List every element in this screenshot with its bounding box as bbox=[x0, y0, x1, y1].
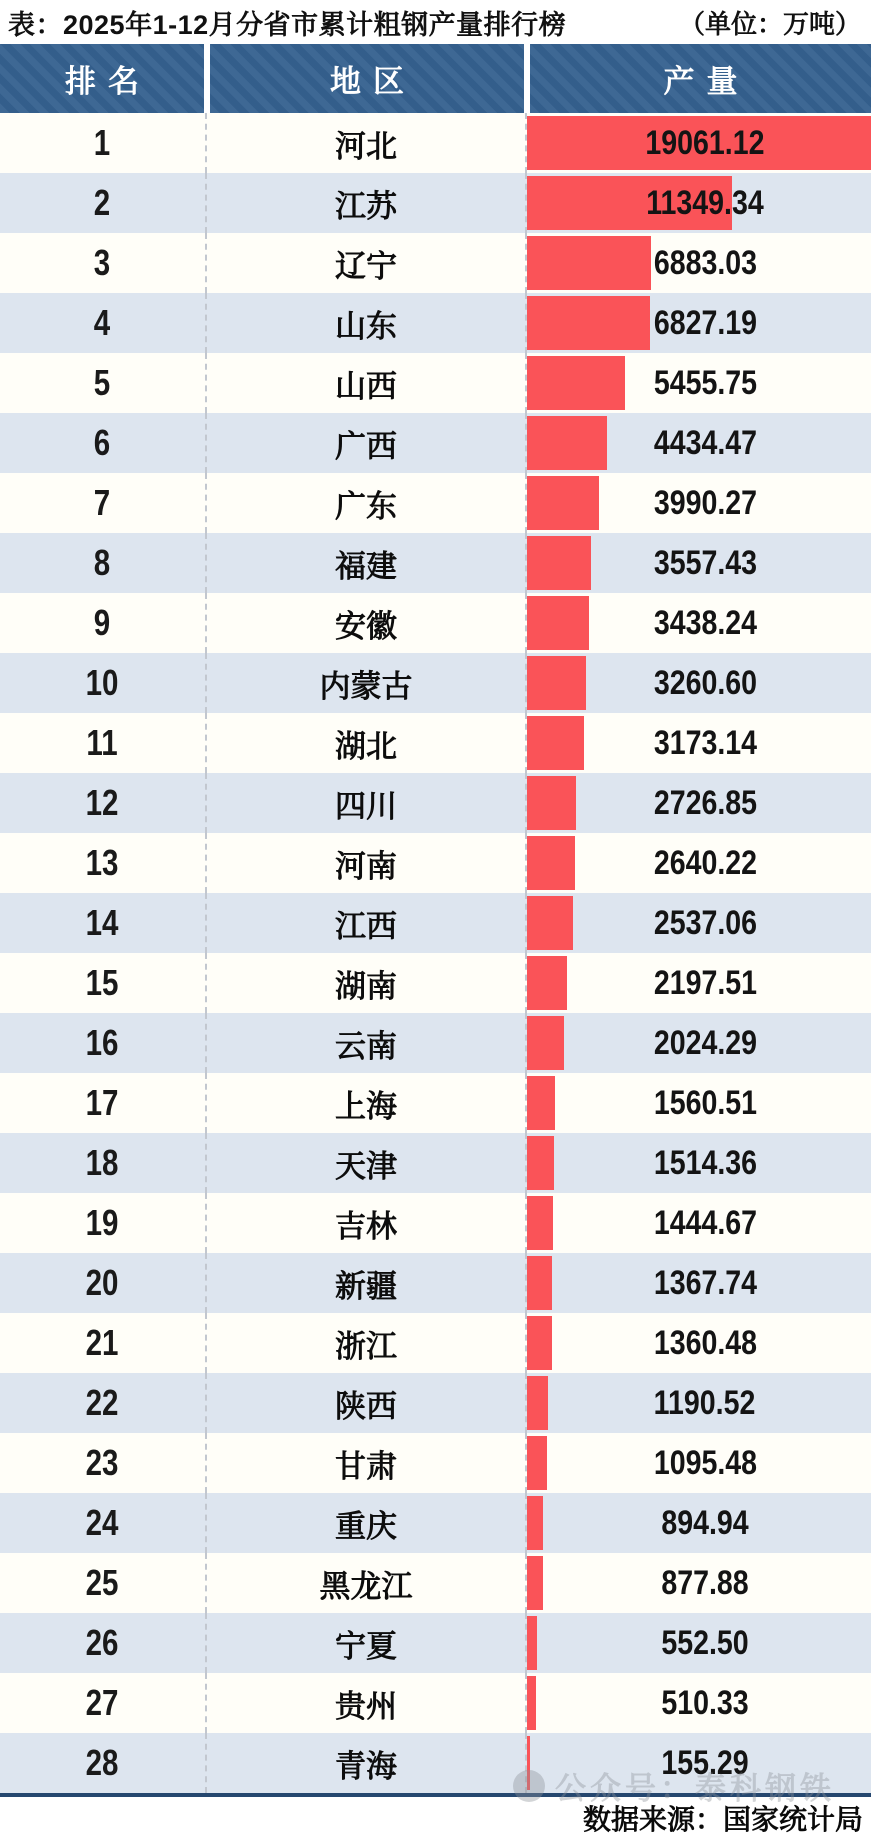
table-row bbox=[0, 1733, 871, 1793]
value-text: 552.50 bbox=[661, 1623, 749, 1662]
rank-cell bbox=[0, 1253, 207, 1313]
value-text: 510.33 bbox=[661, 1683, 749, 1722]
table-row bbox=[0, 1673, 871, 1733]
rank-cell bbox=[0, 953, 207, 1013]
region-name: 甘肃 bbox=[335, 1448, 397, 1484]
value-text: 2726.85 bbox=[653, 783, 757, 822]
region-name: 内蒙古 bbox=[319, 668, 413, 704]
value-cell bbox=[527, 533, 871, 593]
rank-cell bbox=[0, 1133, 207, 1193]
value-text: 19061.12 bbox=[645, 123, 765, 162]
value-cell bbox=[527, 1733, 871, 1793]
value-text: 6827.19 bbox=[653, 303, 757, 342]
region-name: 陕西 bbox=[335, 1388, 397, 1424]
region-cell bbox=[207, 413, 527, 473]
rank-value: 13 bbox=[86, 842, 119, 883]
value-cell bbox=[527, 113, 871, 173]
region-name: 湖北 bbox=[335, 728, 397, 764]
rank-cell bbox=[0, 1493, 207, 1553]
rank-value: 14 bbox=[86, 902, 119, 943]
region-name: 四川 bbox=[335, 788, 397, 824]
value-bar bbox=[527, 1196, 553, 1250]
region-cell bbox=[207, 1193, 527, 1253]
region-cell bbox=[207, 1433, 527, 1493]
value-text: 3173.14 bbox=[653, 723, 757, 762]
region-name: 河北 bbox=[335, 128, 397, 164]
value-cell bbox=[527, 173, 871, 233]
rank-value: 12 bbox=[86, 782, 119, 823]
rank-value: 27 bbox=[86, 1682, 119, 1723]
region-name: 辽宁 bbox=[335, 248, 397, 284]
watermark-text: 公众号：泰科钢铁 bbox=[555, 1771, 835, 1806]
table-row bbox=[0, 113, 871, 173]
region-name: 安徽 bbox=[335, 608, 397, 644]
region-cell bbox=[207, 1673, 527, 1733]
rank-cell bbox=[0, 1193, 207, 1253]
table-row bbox=[0, 1073, 871, 1133]
rank-cell bbox=[0, 1373, 207, 1433]
rank-value: 8 bbox=[94, 542, 111, 583]
rank-value: 15 bbox=[86, 962, 119, 1003]
region-cell bbox=[207, 473, 527, 533]
rank-value: 5 bbox=[94, 362, 111, 403]
title-bar bbox=[0, 0, 871, 44]
region-cell bbox=[207, 113, 527, 173]
value-cell bbox=[527, 1073, 871, 1133]
value-text: 4434.47 bbox=[653, 423, 757, 462]
value-bar bbox=[527, 1676, 536, 1730]
value-text: 5455.75 bbox=[653, 363, 757, 402]
table-row bbox=[0, 1193, 871, 1253]
value-cell bbox=[527, 353, 871, 413]
table-body bbox=[0, 113, 871, 1793]
rank-value: 17 bbox=[86, 1082, 119, 1123]
rank-cell bbox=[0, 593, 207, 653]
region-name: 山西 bbox=[335, 368, 397, 404]
value-cell bbox=[527, 413, 871, 473]
rank-value: 7 bbox=[94, 482, 111, 523]
rank-value: 25 bbox=[86, 1562, 119, 1603]
value-cell bbox=[527, 953, 871, 1013]
rank-value: 2 bbox=[94, 182, 111, 223]
table-row bbox=[0, 1253, 871, 1313]
region-cell bbox=[207, 593, 527, 653]
value-text: 3438.24 bbox=[653, 603, 757, 642]
rank-value: 23 bbox=[86, 1442, 119, 1483]
rank-cell bbox=[0, 833, 207, 893]
rank-value: 21 bbox=[86, 1322, 119, 1363]
rank-cell bbox=[0, 1733, 207, 1793]
table-row bbox=[0, 833, 871, 893]
table-row bbox=[0, 1133, 871, 1193]
value-text: 1360.48 bbox=[653, 1323, 757, 1362]
region-name: 山东 bbox=[335, 308, 397, 344]
region-cell bbox=[207, 1133, 527, 1193]
value-text: 11349.34 bbox=[646, 183, 764, 222]
value-text: 1444.67 bbox=[653, 1203, 757, 1242]
rank-cell bbox=[0, 413, 207, 473]
value-bar bbox=[527, 1616, 537, 1670]
value-bar bbox=[527, 1256, 552, 1310]
rank-cell bbox=[0, 893, 207, 953]
value-cell bbox=[527, 593, 871, 653]
value-cell bbox=[527, 1313, 871, 1373]
value-bar bbox=[527, 1556, 543, 1610]
table-row bbox=[0, 353, 871, 413]
table-row bbox=[0, 653, 871, 713]
value-text: 6883.03 bbox=[653, 243, 757, 282]
region-cell bbox=[207, 1013, 527, 1073]
value-text: 877.88 bbox=[661, 1563, 749, 1602]
rank-cell bbox=[0, 353, 207, 413]
rank-cell bbox=[0, 653, 207, 713]
region-cell bbox=[207, 1613, 527, 1673]
rank-cell bbox=[0, 1013, 207, 1073]
region-name: 江西 bbox=[335, 908, 397, 944]
rank-cell bbox=[0, 1433, 207, 1493]
value-cell bbox=[527, 1193, 871, 1253]
value-bar bbox=[527, 1496, 543, 1550]
table-row bbox=[0, 413, 871, 473]
value-text: 1514.36 bbox=[653, 1143, 757, 1182]
region-cell bbox=[207, 833, 527, 893]
region-cell bbox=[207, 1493, 527, 1553]
value-bar bbox=[527, 1316, 552, 1370]
value-text: 2024.29 bbox=[653, 1023, 757, 1062]
table-row bbox=[0, 173, 871, 233]
table-row bbox=[0, 893, 871, 953]
rank-cell bbox=[0, 1673, 207, 1733]
rank-cell bbox=[0, 533, 207, 593]
region-name: 河南 bbox=[335, 848, 397, 884]
value-text: 3990.27 bbox=[653, 483, 757, 522]
column-header-output: 产量 bbox=[530, 44, 871, 113]
table-row bbox=[0, 1013, 871, 1073]
region-cell bbox=[207, 773, 527, 833]
region-name: 宁夏 bbox=[335, 1628, 397, 1664]
value-cell bbox=[527, 653, 871, 713]
value-bar bbox=[527, 416, 607, 470]
rank-value: 4 bbox=[94, 302, 111, 343]
region-name: 黑龙江 bbox=[319, 1568, 413, 1604]
region-name: 浙江 bbox=[335, 1328, 397, 1364]
rank-cell bbox=[0, 233, 207, 293]
value-cell bbox=[527, 893, 871, 953]
rank-cell bbox=[0, 1073, 207, 1133]
value-cell bbox=[527, 1253, 871, 1313]
region-name: 广西 bbox=[335, 428, 397, 464]
value-text: 155.29 bbox=[661, 1743, 749, 1782]
region-cell bbox=[207, 533, 527, 593]
value-text: 1095.48 bbox=[653, 1443, 757, 1482]
region-name: 湖南 bbox=[335, 968, 397, 1004]
value-cell bbox=[527, 1433, 871, 1493]
rank-cell bbox=[0, 713, 207, 773]
value-text: 2640.22 bbox=[653, 843, 757, 882]
region-cell bbox=[207, 1253, 527, 1313]
region-name: 吉林 bbox=[335, 1208, 397, 1244]
region-cell bbox=[207, 893, 527, 953]
table-row bbox=[0, 533, 871, 593]
rank-cell bbox=[0, 1313, 207, 1373]
rank-value: 24 bbox=[86, 1502, 119, 1543]
table-row bbox=[0, 1613, 871, 1673]
rank-value: 9 bbox=[94, 602, 111, 643]
column-header-region: 地区 bbox=[210, 44, 524, 113]
rank-cell bbox=[0, 1553, 207, 1613]
rank-cell bbox=[0, 173, 207, 233]
region-cell bbox=[207, 953, 527, 1013]
region-name: 江苏 bbox=[335, 188, 397, 224]
region-name: 广东 bbox=[335, 488, 397, 524]
table-row bbox=[0, 1493, 871, 1553]
table-row bbox=[0, 1553, 871, 1613]
value-text: 1560.51 bbox=[653, 1083, 757, 1122]
region-name: 贵州 bbox=[335, 1688, 397, 1724]
rank-value: 20 bbox=[86, 1262, 119, 1303]
rank-value: 11 bbox=[86, 722, 119, 763]
value-bar bbox=[527, 476, 599, 530]
rank-cell bbox=[0, 773, 207, 833]
table-row bbox=[0, 293, 871, 353]
rank-value: 16 bbox=[86, 1022, 119, 1063]
rank-cell bbox=[0, 473, 207, 533]
rank-value: 10 bbox=[86, 662, 119, 703]
value-cell bbox=[527, 1493, 871, 1553]
value-cell bbox=[527, 473, 871, 533]
value-cell bbox=[527, 833, 871, 893]
table-header bbox=[0, 44, 871, 113]
rank-value: 1 bbox=[94, 122, 111, 163]
rank-value: 3 bbox=[94, 242, 111, 283]
region-cell bbox=[207, 713, 527, 773]
value-cell bbox=[527, 293, 871, 353]
value-text: 3260.60 bbox=[653, 663, 757, 702]
region-cell bbox=[207, 1373, 527, 1433]
value-cell bbox=[527, 713, 871, 773]
rank-cell bbox=[0, 113, 207, 173]
table-row bbox=[0, 473, 871, 533]
value-bar bbox=[527, 236, 651, 290]
value-text: 2197.51 bbox=[653, 963, 757, 1002]
footer bbox=[0, 1797, 871, 1839]
value-bar bbox=[527, 1136, 554, 1190]
region-cell bbox=[207, 1733, 527, 1793]
region-cell bbox=[207, 233, 527, 293]
table-row bbox=[0, 1433, 871, 1493]
region-name: 云南 bbox=[335, 1028, 397, 1064]
region-name: 天津 bbox=[335, 1148, 397, 1184]
rank-value: 19 bbox=[86, 1202, 119, 1243]
value-text: 3557.43 bbox=[653, 543, 757, 582]
region-name: 重庆 bbox=[335, 1508, 397, 1544]
rank-value: 28 bbox=[86, 1742, 119, 1783]
value-cell bbox=[527, 1373, 871, 1433]
region-cell bbox=[207, 293, 527, 353]
value-bar bbox=[527, 776, 576, 830]
rank-cell bbox=[0, 293, 207, 353]
value-bar bbox=[527, 596, 589, 650]
region-cell bbox=[207, 173, 527, 233]
value-bar bbox=[527, 656, 586, 710]
region-cell bbox=[207, 353, 527, 413]
value-bar bbox=[527, 836, 575, 890]
value-bar bbox=[527, 1736, 530, 1790]
value-text: 894.94 bbox=[661, 1503, 749, 1542]
region-name: 青海 bbox=[335, 1748, 397, 1784]
value-cell bbox=[527, 1613, 871, 1673]
rank-cell bbox=[0, 1613, 207, 1673]
column-header-rank: 排名 bbox=[0, 44, 204, 113]
unit-label: （单位：万吨） bbox=[678, 8, 861, 39]
value-bar bbox=[527, 1376, 548, 1430]
value-cell bbox=[527, 1673, 871, 1733]
region-name: 新疆 bbox=[335, 1268, 397, 1304]
value-bar bbox=[527, 1436, 547, 1490]
region-cell bbox=[207, 1073, 527, 1133]
value-bar bbox=[527, 956, 567, 1010]
region-name: 上海 bbox=[335, 1088, 397, 1124]
region-cell bbox=[207, 1313, 527, 1373]
value-text: 1367.74 bbox=[653, 1263, 757, 1302]
value-text: 2537.06 bbox=[653, 903, 757, 942]
rank-value: 18 bbox=[86, 1142, 119, 1183]
data-source-label: 数据来源：国家统计局 bbox=[582, 1804, 863, 1835]
table-row bbox=[0, 773, 871, 833]
value-bar bbox=[527, 536, 591, 590]
value-bar bbox=[527, 1016, 564, 1070]
region-cell bbox=[207, 653, 527, 713]
table-row bbox=[0, 953, 871, 1013]
table-row bbox=[0, 1373, 871, 1433]
value-bar bbox=[527, 356, 625, 410]
value-bar bbox=[527, 896, 573, 950]
value-cell bbox=[527, 773, 871, 833]
value-bar bbox=[527, 1076, 555, 1130]
table-row bbox=[0, 1313, 871, 1373]
value-cell bbox=[527, 233, 871, 293]
value-text: 1190.52 bbox=[654, 1383, 756, 1422]
table-row bbox=[0, 593, 871, 653]
rank-value: 6 bbox=[94, 422, 111, 463]
page-title: 表：2025年1-12月分省市累计粗钢产量排行榜 bbox=[8, 9, 567, 40]
region-name: 福建 bbox=[335, 548, 397, 584]
value-bar bbox=[527, 716, 584, 770]
table-row bbox=[0, 233, 871, 293]
value-bar bbox=[527, 296, 650, 350]
region-cell bbox=[207, 1553, 527, 1613]
rank-value: 26 bbox=[86, 1622, 119, 1663]
rank-value: 22 bbox=[86, 1382, 119, 1423]
value-cell bbox=[527, 1133, 871, 1193]
value-cell bbox=[527, 1553, 871, 1613]
value-cell bbox=[527, 1013, 871, 1073]
table-row bbox=[0, 713, 871, 773]
